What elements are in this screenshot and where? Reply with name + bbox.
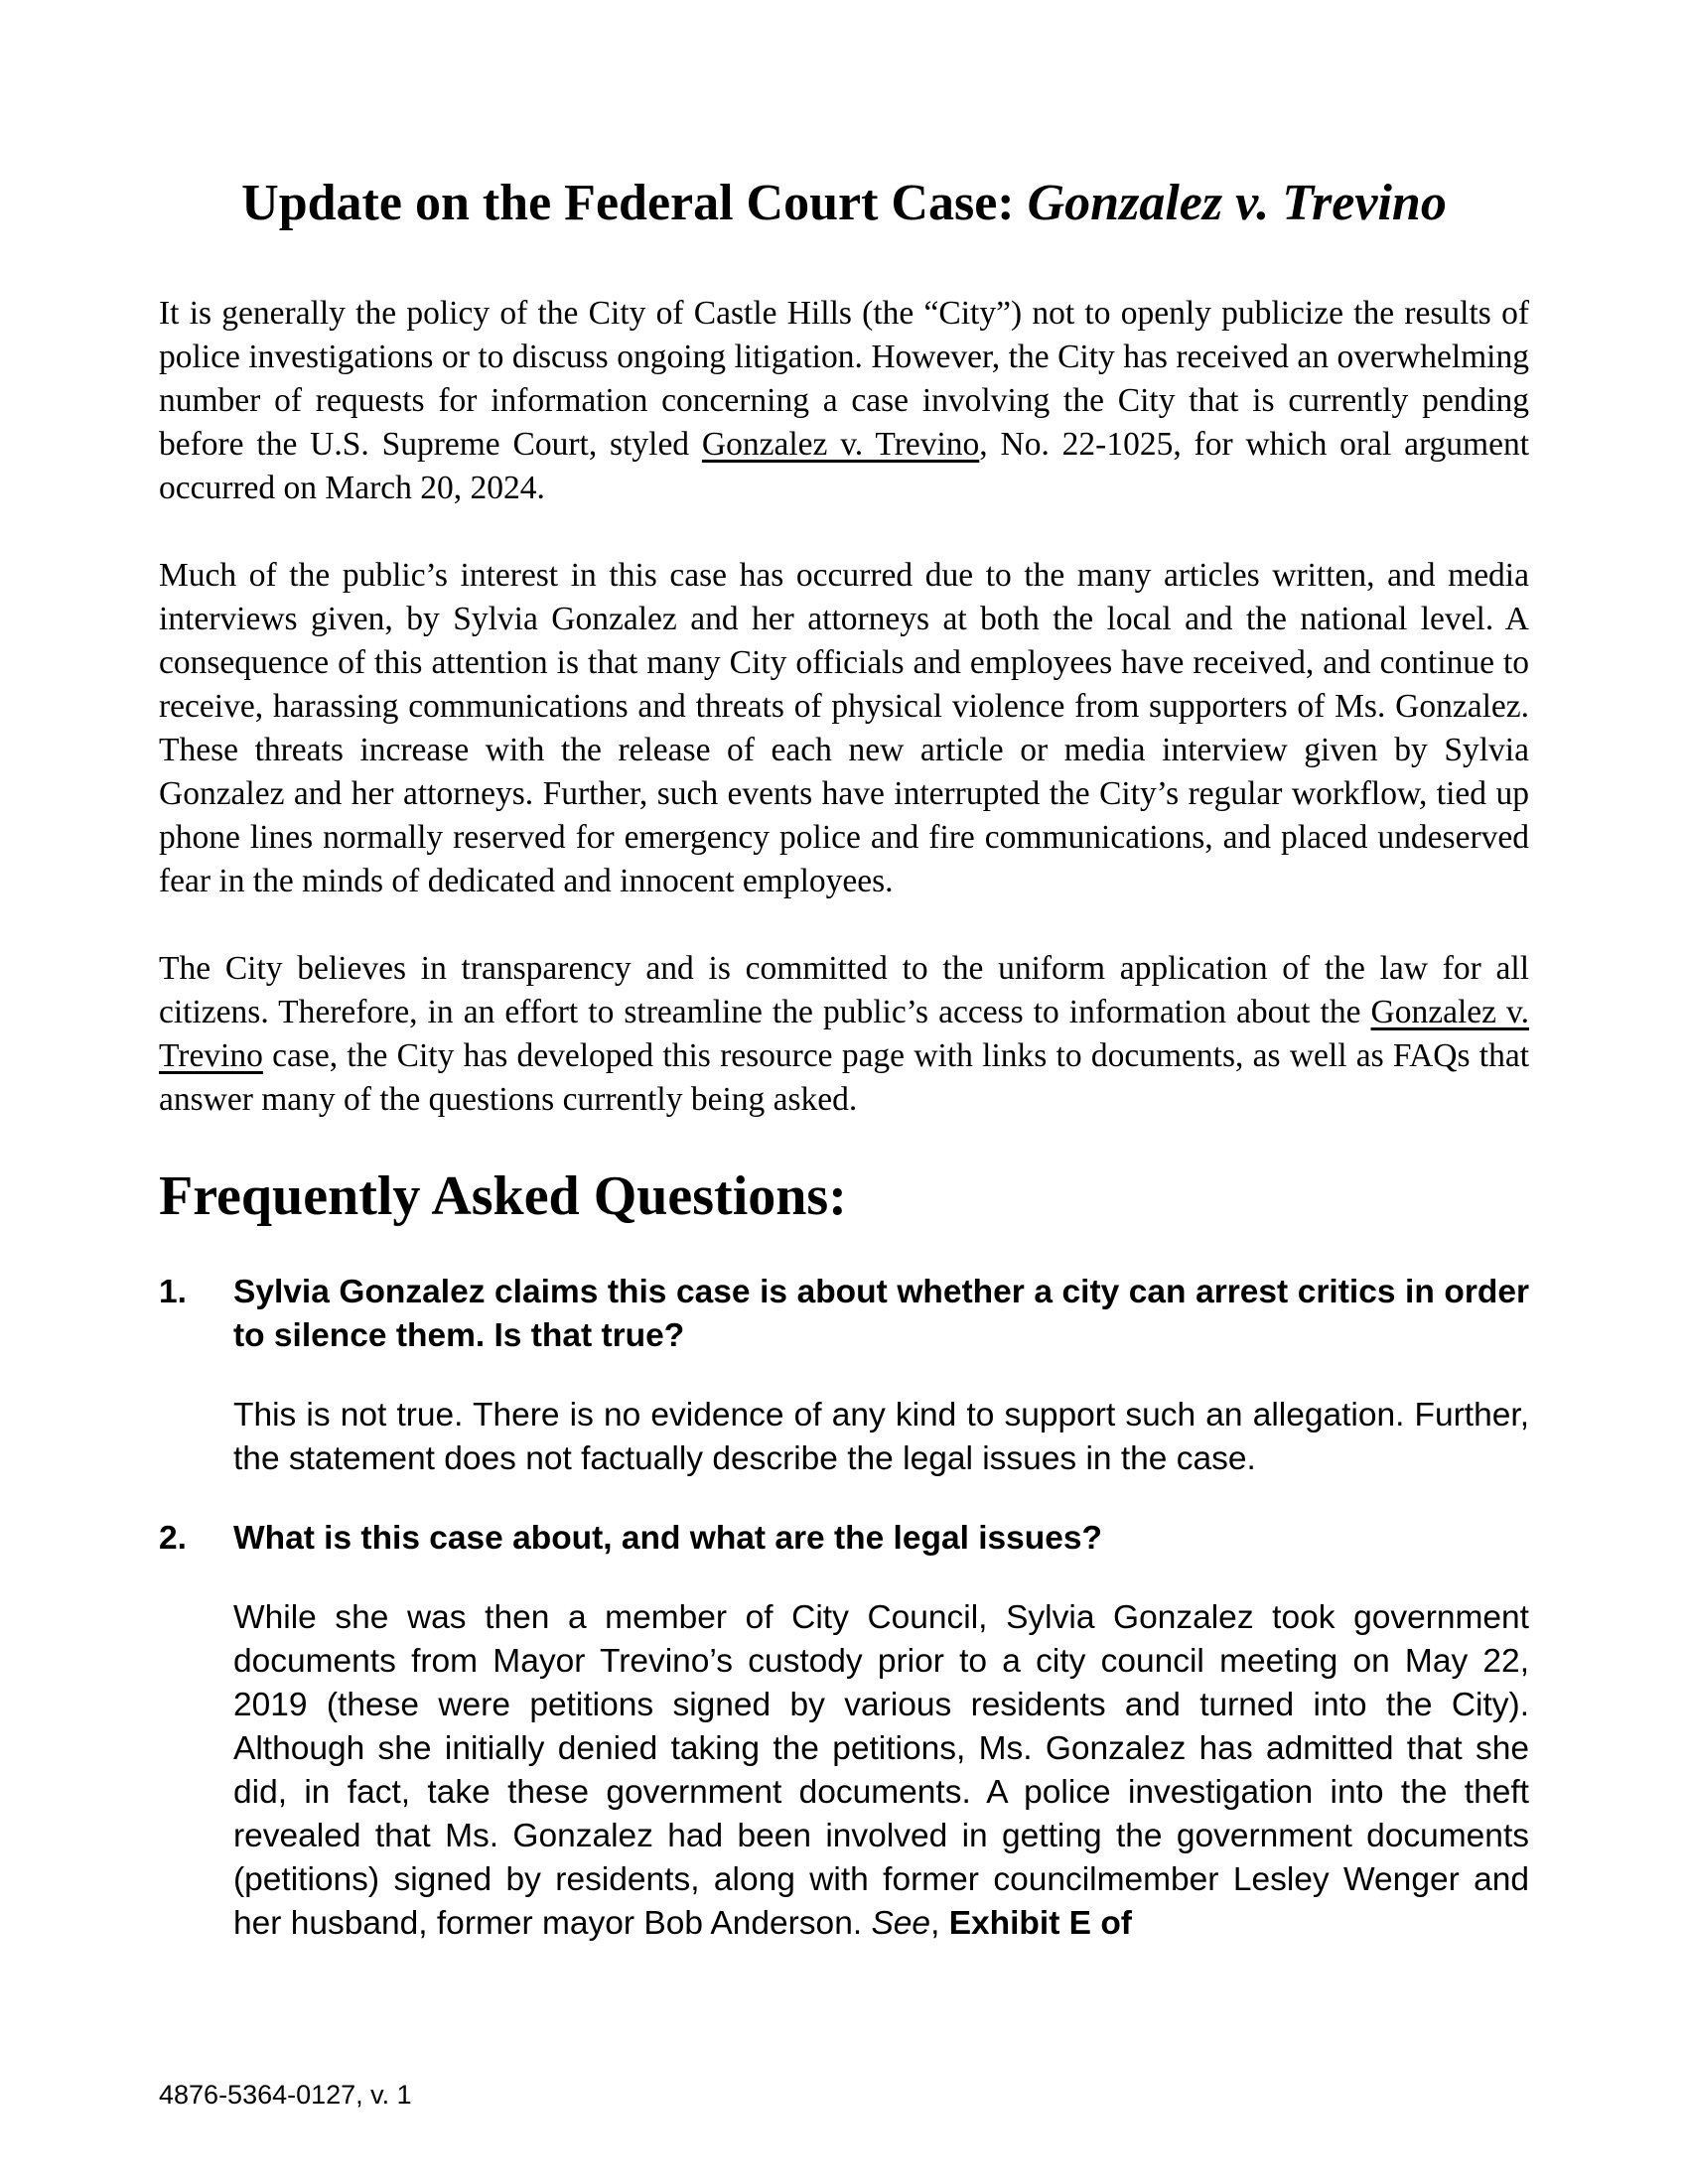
text-segment: , — [930, 1905, 949, 1942]
text-segment: This is not true. There is no evidence of any kind to support such an allegation. Further, the statement does not factually describe the legal issues in the case. — [233, 1397, 1529, 1477]
intro-paragraph-1 — [159, 292, 1529, 510]
text-segment: , No. 22-1025, for which oral argument occurred on March 20, 2024. — [159, 426, 1530, 506]
faq-item-1-question: Sylvia Gonzalez claims this case is about whether a city can arrest critics in order to silence them. Is that true? — [233, 1274, 1529, 1354]
document-content — [0, 171, 1688, 1946]
text-segment: Much of the public’s interest in this case has occurred due to the many articles written, and media interviews given, by Sylvia Gonzalez and her attorneys at both the local and the national level. A consequence of this attention is that many City officials and employees have received, and continue to receive, harassing communications and threats of physical violence from supporters of Ms. Gonzalez. These threats increase with the release of each new article or media interview given by Sylvia Gonzalez and her attorneys. Further, such events have interrupted the City’s regular workflow, tied up phone lines normally reserved for emergency police and fire communications, and placed undeserved fear in the minds of dedicated and innocent employees. — [159, 557, 1529, 899]
faq-item-2-answer — [233, 1596, 1529, 1946]
text-segment: case, the City has developed this resource page with links to documents, as well as FAQs that answer many of the questions currently being asked. — [159, 1037, 1529, 1118]
intro-paragraph-2 — [159, 554, 1529, 903]
text-segment: The City believes in transparency and is committed to the uniform application of the law for all citizens. Therefore, in an effort to streamline the public’s access to information about the — [159, 950, 1529, 1030]
faq-item-2-question: What is this case about, and what are the legal issues? — [233, 1520, 1102, 1557]
faq-list — [159, 1271, 1529, 1946]
document-number-footer: 4876-5364-0127, v. 1 — [159, 2080, 412, 2110]
text-segment-underline: Gonzalez v. Trevino — [159, 994, 1530, 1074]
faq-item-2 — [159, 1517, 1529, 1946]
intro-paragraph-3 — [159, 947, 1529, 1122]
faq-item-2-number: 2. — [159, 1520, 187, 1557]
faq-item-1-body — [233, 1271, 1529, 1481]
text-segment-italic: See — [871, 1905, 931, 1942]
faq-item-1-answer — [233, 1394, 1529, 1481]
text-segment-bold: Exhibit E of — [948, 1905, 1132, 1942]
page-title-case-name: Gonzalez v. Trevino — [1027, 175, 1447, 231]
faq-item-1-number: 1. — [159, 1274, 187, 1310]
text-segment: It is generally the policy of the City of Castle Hills (the “City”) not to openly publicize the results of police investigations or to discuss ongoing litigation. However, the City has received an overwhelming number of requests for information concerning a case involving the City that is currently pending before the U.S. Supreme Court, styled — [159, 295, 1529, 463]
faq-heading: Frequently Asked Questions: — [159, 1165, 847, 1227]
page-title — [159, 171, 1529, 236]
page-title-prefix: Update on the Federal Court Case: — [241, 175, 1028, 231]
text-segment-underline: Gonzalez v. Trevino — [701, 426, 980, 463]
faq-item-2-body — [233, 1517, 1529, 1946]
text-segment: While she was then a member of City Council, Sylvia Gonzalez took government documents from Mayor Trevino’s custody prior to a city council meeting on May 22, 2019 (these were petitions signed by various residents and turned into the City). Although she initially denied taking the petitions, Ms. Gonzalez has admitted that she did, in fact, take these government documents. A police investigation into the theft revealed that Ms. Gonzalez had been involved in getting the government documents (petitions) signed by residents, along with former councilmember Lesley Wenger and her husband, former mayor Bob Anderson. — [233, 1599, 1529, 1942]
faq-item-1 — [159, 1271, 1529, 1481]
